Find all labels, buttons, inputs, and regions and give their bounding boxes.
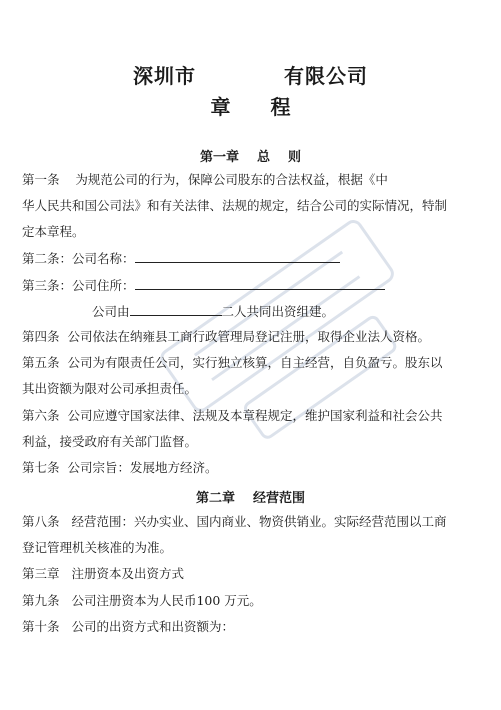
article-10 [22, 619, 492, 635]
title-company-suffix: 有限公司 [284, 64, 368, 88]
founders-line [92, 303, 501, 320]
article-9 [22, 593, 492, 609]
founders-prefix: 公司由 [92, 304, 130, 319]
article-6-line-2: 利益，接受政府有关部门监督。 [22, 434, 198, 449]
article-2 [22, 250, 492, 267]
chapter-3-label: 第三章 [22, 566, 60, 581]
article-9-text: 公司注册资本为人民币100 万元。 [71, 593, 262, 608]
title-city: 深圳市 [133, 64, 196, 88]
article-7 [22, 460, 492, 476]
article-9-label: 第九条 [22, 593, 60, 608]
article-8-text-1: 经营范围：兴办实业、国内商业、物资供销业。实际经营范围以工商 [71, 514, 447, 529]
subtitle-char-2: 程 [270, 95, 291, 119]
article-1-line-2: 华人民共和国公司法》和有关法律、法规的规定，结合公司的实际情况，特制 [22, 198, 448, 213]
article-8-line-2: 登记管理机关核准的为准。 [22, 540, 173, 555]
article-3-label: 第三条： [22, 278, 73, 293]
article-3 [22, 277, 492, 294]
article-1-label: 第一条 [22, 172, 60, 187]
article-1-text-1: 为规范公司的行为，保障公司股东的合法权益，根据《中 [75, 172, 388, 187]
article-6-label: 第六条 [22, 408, 60, 423]
chapter-1-title: 总 则 [256, 150, 302, 165]
document-title [0, 60, 501, 89]
article-7-label: 第七条 [22, 460, 60, 475]
article-1-line-1 [22, 172, 492, 188]
article-6-text-1: 公司应遵守国家法律、法规及本章程规定，维护国家利益和社会公共 [67, 408, 443, 423]
article-4 [22, 329, 492, 345]
article-3-text: 公司住所： [72, 278, 135, 293]
article-10-label: 第十条 [22, 619, 60, 634]
article-4-label: 第四条 [22, 329, 60, 344]
article-6-line-1 [22, 408, 492, 424]
chapter-2-heading [0, 487, 501, 506]
article-8-line-1 [22, 514, 492, 530]
chapter-2-number: 第二章 [195, 491, 235, 506]
article-4-text: 公司依法在纳雍县工商行政管理局登记注册，取得企业法人资格。 [67, 329, 430, 344]
founders-suffix: 二人共同出资组建。 [221, 304, 335, 319]
founders-blank [130, 303, 222, 316]
chapter-2-title: 经营范围 [253, 491, 306, 506]
article-8-label: 第八条 [22, 514, 60, 529]
article-5-line-1 [22, 355, 492, 371]
article-5-text-1: 公司为有限责任公司，实行独立核算，自主经营，自负盈亏。股东以 [67, 355, 443, 370]
article-1-line-3: 定本章程。 [22, 224, 85, 239]
article-2-text: 公司名称： [72, 251, 135, 266]
chapter-1-number: 第一章 [199, 150, 239, 165]
subtitle-char-1: 章 [210, 95, 231, 119]
document-subtitle [0, 91, 501, 120]
company-address-blank [135, 277, 385, 290]
company-name-blank [135, 250, 340, 263]
chapter-3-text: 注册资本及出资方式 [71, 566, 184, 581]
chapter-3-line [22, 566, 492, 582]
chapter-1-heading [0, 146, 501, 165]
watermark-logo [130, 170, 430, 470]
article-2-label: 第二条： [22, 251, 73, 266]
article-7-text: 公司宗旨：发展地方经济。 [67, 460, 218, 475]
article-5-label: 第五条 [22, 355, 60, 370]
article-10-text: 公司的出资方式和出资额为： [71, 619, 234, 634]
article-5-line-2: 其出资额为限对公司承担责任。 [22, 381, 198, 396]
